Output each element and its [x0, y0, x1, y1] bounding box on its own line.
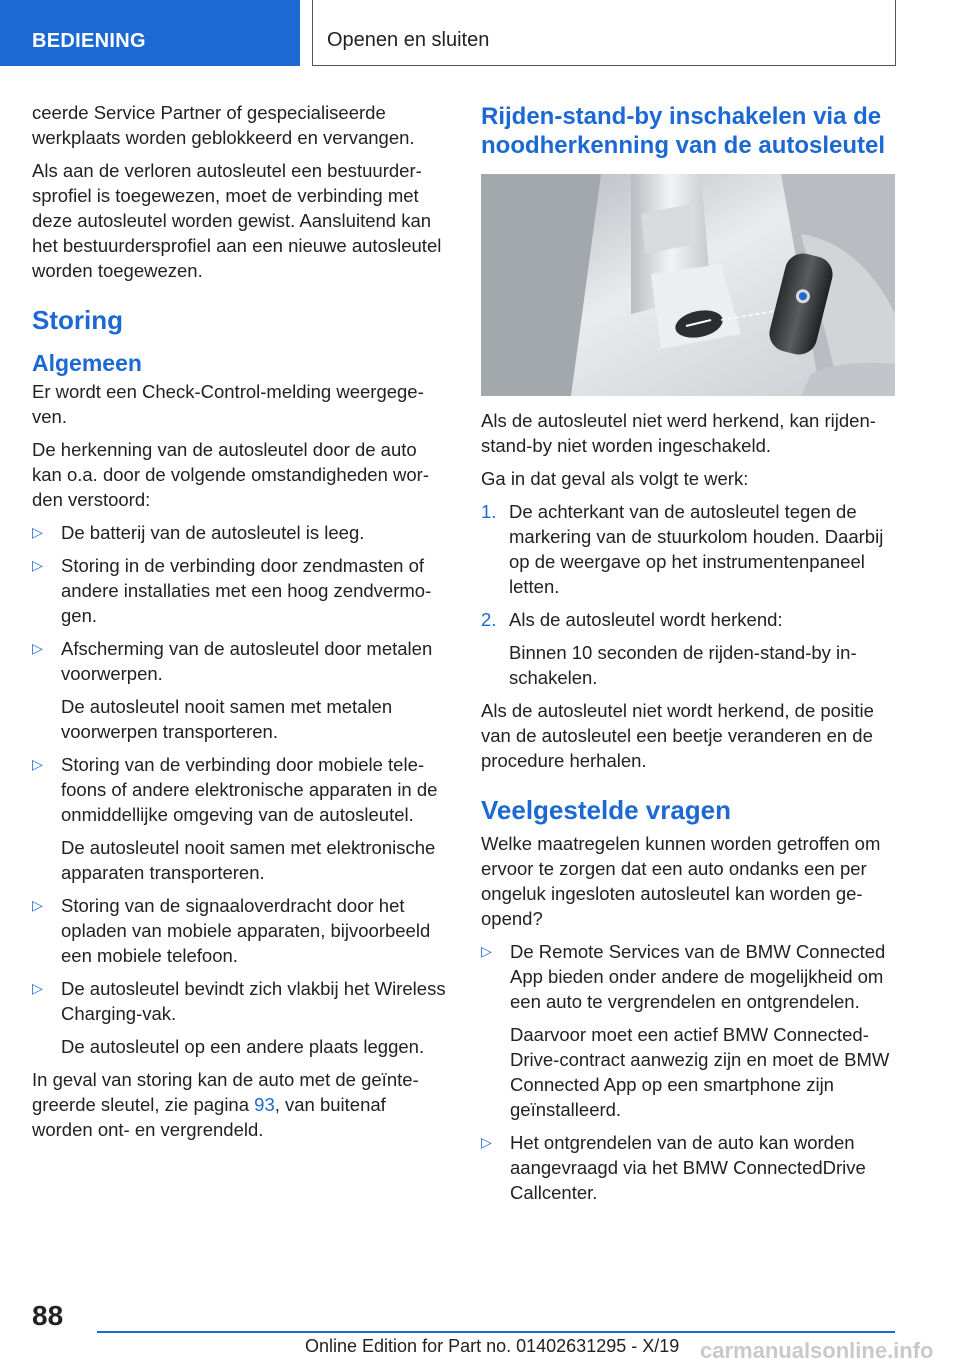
- list-item-text: De Remote Services van de BMW Connected App bieden onder andere de mogelijkheid om een auto te vergrendelen en ontgrendelen.: [510, 941, 886, 1012]
- step-text: De achterkant van de autosleutel tegen de markering van de stuurkolom houden. Daarbij op de weergave op het instrumentenpaneel letten.: [509, 501, 884, 597]
- step-item: [481, 607, 895, 690]
- watermark: carmanualsonline.info: [700, 1338, 934, 1362]
- triangle-bullet-icon: ▷: [32, 897, 43, 913]
- triangle-bullet-icon: ▷: [32, 756, 43, 772]
- list-item: [32, 636, 446, 744]
- list-item-text: Afscherming van de autosleutel door metalen voorwerpen.: [61, 638, 433, 684]
- list-item-note: De autosleutel nooit samen met elektronische apparaten transporteren.: [61, 837, 436, 883]
- triangle-bullet-icon: ▷: [32, 640, 43, 656]
- list-item-note: De autosleutel nooit samen met metalen voorwerpen transporteren.: [61, 696, 393, 742]
- steering-column-key-image: [481, 174, 895, 396]
- list-item: [32, 893, 446, 968]
- step-number: 1.: [481, 501, 497, 522]
- list-item: [32, 976, 446, 1059]
- triangle-bullet-icon: ▷: [32, 557, 43, 573]
- heading-veelgestelde-vragen: Veelgestelde vragen: [481, 795, 732, 825]
- heading-rijden-stand-by: Rijden-stand-by inschakelen via de noodherkenning van de autosleutel: [481, 103, 886, 159]
- page-number: 88: [32, 1300, 64, 1331]
- step-number: 2.: [481, 609, 497, 630]
- triangle-bullet-icon: ▷: [32, 980, 43, 996]
- page-header: [0, 0, 960, 66]
- paragraph-page-reference: [32, 1067, 446, 1142]
- triangle-bullet-icon: ▷: [481, 943, 492, 959]
- heading-algemeen: Algemeen: [32, 350, 142, 376]
- paragraph: De herkenning van de autosleutel door de auto kan o.a. door de volgende omstandigheden worden verstoord:: [32, 439, 430, 510]
- list-item: [481, 939, 895, 1122]
- list-item-text: Storing in de verbinding door zendmasten of andere installaties met een hoog zendvermogen.: [61, 555, 432, 626]
- page-link[interactable]: 93: [254, 1094, 275, 1115]
- paragraph: Er wordt een Check-Control-melding weergegeven.: [32, 381, 424, 427]
- chapter-title: Openen en sluiten: [312, 0, 896, 66]
- triangle-bullet-icon: ▷: [481, 1134, 492, 1150]
- step-note: Binnen 10 seconden de rijden-stand-by inschakelen.: [509, 642, 857, 688]
- list-item: [32, 520, 446, 545]
- list-item: [32, 752, 446, 885]
- right-column: [481, 100, 895, 1213]
- list-item-text: Storing van de verbinding door mobiele telefoons of andere elektronische apparaten in de onmiddellijke omgeving van de autosleutel.: [61, 754, 438, 825]
- paragraph: Als aan de verloren autosleutel een bestuurdersprofiel is toegewezen, moet de verbinding met deze autosleutel worden gewist. Aansluitend kan het bestuurdersprofiel aan een nieuwe autosleutel worden toegewezen.: [32, 160, 442, 281]
- list-item-text: De batterij van de autosleutel is leeg.: [61, 522, 365, 543]
- paragraph: ceerde Service Partner of gespecialiseerde werkplaats worden geblokkeerd en vervangen.: [32, 102, 415, 148]
- list-item: [32, 553, 446, 628]
- text: , van buitenaf worden ont- en vergrendeld.: [32, 1094, 386, 1140]
- triangle-bullet-icon: ▷: [32, 524, 43, 540]
- list-item-note: Daarvoor moet een actief BMW ConnectedDrive-contract aanwezig zijn en moet de BMW Connected App op een smartphone zijn geïnstalleerd.: [510, 1024, 890, 1120]
- list-item-note: De autosleutel op een andere plaats leggen.: [61, 1036, 425, 1057]
- paragraph: Welke maatregelen kunnen worden getroffen om ervoor te zorgen dat een auto ondanks een per ongeluk ingesloten autosleutel kan worden geopend?: [481, 833, 881, 929]
- list-item: [481, 1130, 895, 1205]
- text: In geval van storing kan de auto met de geïntegreerde sleutel, zie pagina: [32, 1069, 419, 1115]
- heading-storing: Storing: [32, 305, 123, 335]
- footer-divider: [97, 1331, 895, 1333]
- list-item-text: Het ontgrendelen van de auto kan worden aangevraagd via het BMW ConnectedDrive Callcenter.: [510, 1132, 866, 1203]
- section-title: BEDIENING: [0, 0, 300, 66]
- key-fob-illustration: [481, 174, 895, 396]
- step-item: [481, 499, 895, 599]
- left-column: [32, 100, 446, 1150]
- paragraph: Als de autosleutel niet wordt herkend, de positie van de autosleutel een beetje veranderen en de procedure herhalen.: [481, 700, 874, 771]
- step-text: Als de autosleutel wordt herkend:: [509, 609, 783, 630]
- list-item-text: Storing van de signaaloverdracht door het opladen van mobiele apparaten, bijvoorbeeld een mobiele telefoon.: [61, 895, 431, 966]
- list-item-text: De autosleutel bevindt zich vlakbij het Wireless Charging-vak.: [61, 978, 446, 1024]
- paragraph: Als de autosleutel niet werd herkend, kan rijdenstand-by niet worden ingeschakeld.: [481, 410, 876, 456]
- footer-edition: Online Edition for Part no. 01402631295 - X/19: [305, 1336, 680, 1356]
- paragraph: Ga in dat geval als volgt te werk:: [481, 468, 749, 489]
